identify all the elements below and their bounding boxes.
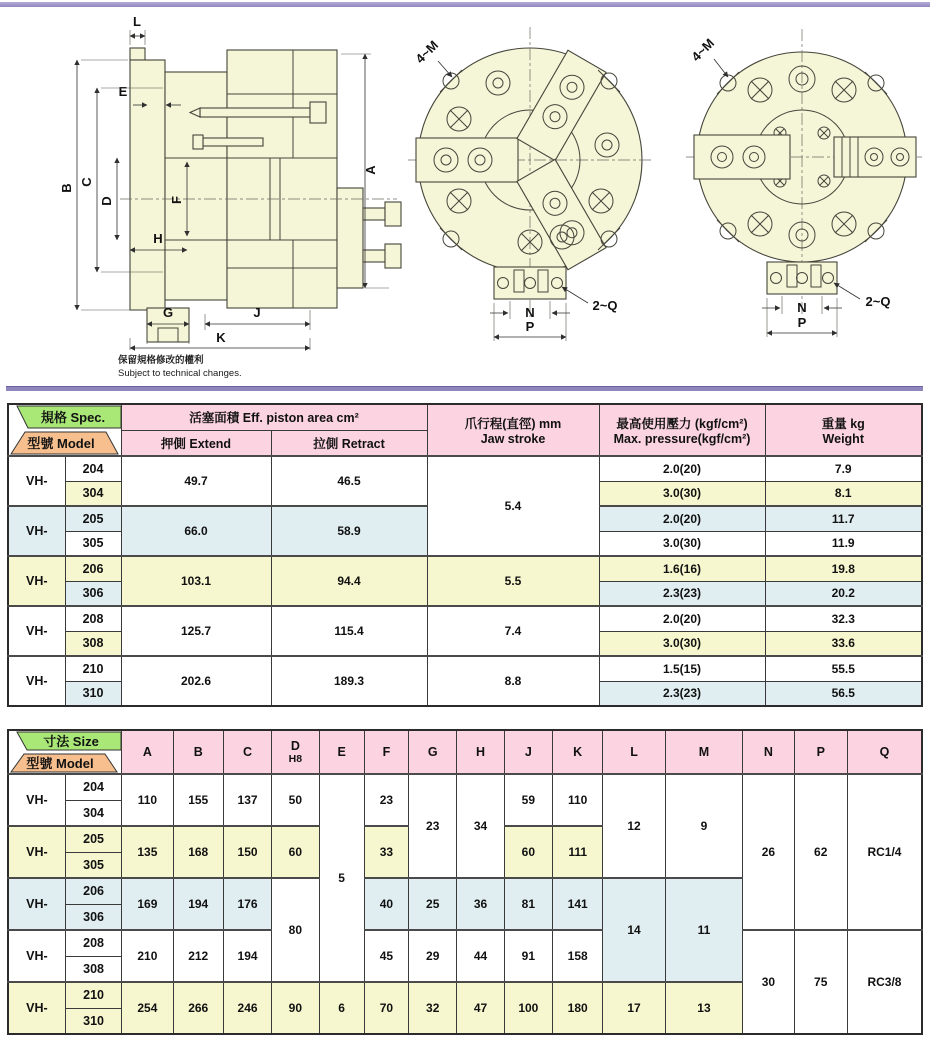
model-prefix: VH- bbox=[8, 556, 65, 606]
value-cell: 125.7 bbox=[121, 606, 271, 656]
value-cell: 33 bbox=[364, 826, 408, 878]
model-number: 305 bbox=[65, 531, 121, 556]
value-cell: 19.8 bbox=[765, 556, 922, 581]
value-cell: 17 bbox=[603, 982, 665, 1034]
value-cell: 8.1 bbox=[765, 481, 922, 506]
value-cell: 81 bbox=[504, 878, 552, 930]
value-cell: 32 bbox=[409, 982, 457, 1034]
col-J: J bbox=[504, 730, 552, 774]
front-view-2jaw-drawing bbox=[682, 15, 927, 345]
label-4M: 4~M bbox=[688, 35, 718, 65]
value-cell: 47 bbox=[457, 982, 504, 1034]
value-cell: 34 bbox=[457, 774, 504, 878]
value-cell: 91 bbox=[504, 930, 552, 982]
col-jaw-en: Jaw stroke bbox=[480, 432, 546, 446]
col-G: G bbox=[409, 730, 457, 774]
model-number: 304 bbox=[65, 481, 121, 506]
model-number: 205 bbox=[65, 506, 121, 531]
model-number: 205 bbox=[65, 826, 121, 852]
label-2Q: 2~Q bbox=[865, 294, 891, 309]
section-view-drawing bbox=[35, 10, 405, 355]
model-prefix: VH- bbox=[8, 456, 65, 506]
col-D-letter: D bbox=[290, 739, 300, 753]
col-K: K bbox=[553, 730, 603, 774]
value-cell: 135 bbox=[122, 826, 173, 878]
value-cell: 5.4 bbox=[427, 456, 599, 556]
col-E: E bbox=[319, 730, 364, 774]
value-cell: 11.7 bbox=[765, 506, 922, 531]
value-cell: 23 bbox=[409, 774, 457, 878]
model-number: 306 bbox=[65, 904, 121, 930]
value-cell: 150 bbox=[223, 826, 271, 878]
jaw-left bbox=[416, 138, 518, 182]
value-cell: 194 bbox=[223, 930, 271, 982]
value-cell: 1.6(16) bbox=[599, 556, 765, 581]
value-cell: 110 bbox=[553, 774, 603, 826]
value-cell: 2.3(23) bbox=[599, 681, 765, 706]
dim-label-D: D bbox=[99, 196, 114, 206]
col-retract: 拉側 Retract bbox=[271, 430, 427, 456]
model-prefix: VH- bbox=[8, 826, 65, 878]
flange-tab-shape bbox=[130, 48, 145, 60]
port-block bbox=[494, 267, 566, 299]
value-cell: 11.9 bbox=[765, 531, 922, 556]
col-A: A bbox=[122, 730, 173, 774]
value-cell: 8.8 bbox=[427, 656, 599, 706]
value-cell: 33.6 bbox=[765, 631, 922, 656]
value-cell: 56.5 bbox=[765, 681, 922, 706]
col-piston-area: 活塞面積 Eff. piston area cm² bbox=[121, 404, 427, 430]
col-weight bbox=[765, 404, 922, 456]
col-P: P bbox=[794, 730, 847, 774]
value-cell: 194 bbox=[173, 878, 223, 930]
label-N: N bbox=[797, 300, 807, 315]
value-cell: 9 bbox=[665, 774, 743, 878]
value-cell: 75 bbox=[794, 930, 847, 1034]
value-cell: 176 bbox=[223, 878, 271, 930]
value-cell: 137 bbox=[223, 774, 271, 826]
value-cell: 212 bbox=[173, 930, 223, 982]
spec-header-row bbox=[8, 404, 922, 430]
col-B: B bbox=[173, 730, 223, 774]
col-weight-zh: 重量 kg bbox=[821, 417, 865, 431]
value-cell: 36 bbox=[457, 878, 504, 930]
value-cell: 46.5 bbox=[271, 456, 427, 506]
footnote-en: Subject to technical changes. bbox=[118, 367, 242, 379]
label-N: N bbox=[525, 305, 535, 320]
jaw-right bbox=[834, 137, 916, 177]
size-label: 寸法 Size bbox=[43, 734, 99, 749]
value-cell: 55.5 bbox=[765, 656, 922, 681]
model-number: 206 bbox=[65, 878, 121, 904]
model-prefix: VH- bbox=[8, 982, 65, 1034]
value-cell: 103.1 bbox=[121, 556, 271, 606]
value-cell: 158 bbox=[553, 930, 603, 982]
value-cell: 3.0(30) bbox=[599, 481, 765, 506]
value-cell: 2.0(20) bbox=[599, 606, 765, 631]
value-cell: 2.3(23) bbox=[599, 581, 765, 606]
value-cell: 58.9 bbox=[271, 506, 427, 556]
value-cell: 168 bbox=[173, 826, 223, 878]
model-number: 204 bbox=[65, 456, 121, 481]
model-number: 310 bbox=[65, 681, 121, 706]
dim-label-A: A bbox=[363, 165, 378, 175]
value-cell: 12 bbox=[603, 774, 665, 878]
model-number: 308 bbox=[65, 956, 121, 982]
model-number: 210 bbox=[65, 982, 121, 1008]
model-number: 208 bbox=[65, 606, 121, 631]
dim-label-J: J bbox=[253, 305, 261, 320]
dim-label-G: G bbox=[162, 305, 174, 320]
value-cell: 13 bbox=[665, 982, 743, 1034]
value-cell: 266 bbox=[173, 982, 223, 1034]
model-label: 型號 Model bbox=[27, 436, 95, 451]
col-Q: Q bbox=[847, 730, 922, 774]
section-divider bbox=[6, 386, 923, 391]
value-cell: 155 bbox=[173, 774, 223, 826]
value-cell: 6 bbox=[319, 982, 364, 1034]
model-prefix: VH- bbox=[8, 878, 65, 930]
col-weight-en: Weight bbox=[822, 432, 864, 446]
top-accent-bar bbox=[0, 2, 930, 7]
col-pressure bbox=[599, 404, 765, 456]
footnote bbox=[118, 355, 242, 381]
value-cell: 62 bbox=[794, 774, 847, 930]
model-number: 310 bbox=[65, 1008, 121, 1034]
value-cell: 20.2 bbox=[765, 581, 922, 606]
col-C: C bbox=[223, 730, 271, 774]
dim-label-K: K bbox=[216, 330, 226, 345]
value-cell: 23 bbox=[364, 774, 408, 826]
spec-model-corner-cell bbox=[8, 404, 121, 456]
value-cell: 254 bbox=[122, 982, 173, 1034]
value-cell: 50 bbox=[272, 774, 319, 826]
col-D-tolerance: H8 bbox=[288, 753, 303, 765]
value-cell: 14 bbox=[603, 878, 665, 982]
size-table bbox=[7, 729, 923, 1035]
model-number: 208 bbox=[65, 930, 121, 956]
model-label: 型號 Model bbox=[26, 756, 94, 771]
model-prefix: VH- bbox=[8, 656, 65, 706]
port-block bbox=[767, 262, 837, 294]
value-cell: 5 bbox=[319, 774, 364, 982]
col-M: M bbox=[665, 730, 743, 774]
value-cell: 210 bbox=[122, 930, 173, 982]
value-cell: 80 bbox=[272, 878, 319, 982]
value-cell: 111 bbox=[553, 826, 603, 878]
value-cell: 60 bbox=[272, 826, 319, 878]
col-F: F bbox=[364, 730, 408, 774]
front-view-3jaw-drawing bbox=[402, 15, 667, 345]
jaw-left bbox=[694, 135, 790, 179]
col-jaw-stroke bbox=[427, 404, 599, 456]
dim-label-E: E bbox=[118, 84, 128, 99]
value-cell: 94.4 bbox=[271, 556, 427, 606]
model-number: 204 bbox=[65, 774, 121, 800]
col-H: H bbox=[457, 730, 504, 774]
value-cell: 246 bbox=[223, 982, 271, 1034]
value-cell: 45 bbox=[364, 930, 408, 982]
value-cell: 2.0(20) bbox=[599, 456, 765, 481]
value-cell: 7.4 bbox=[427, 606, 599, 656]
label-4M: 4~M bbox=[412, 37, 442, 67]
size-model-corner-cell bbox=[8, 730, 122, 774]
value-cell: 11 bbox=[665, 878, 743, 982]
value-cell: RC1/4 bbox=[847, 774, 922, 930]
footnote-zh: 保留規格修改的權利 bbox=[118, 355, 204, 366]
value-cell: 26 bbox=[743, 774, 794, 930]
dim-label-F: F bbox=[169, 196, 184, 204]
value-cell: 3.0(30) bbox=[599, 631, 765, 656]
value-cell: 49.7 bbox=[121, 456, 271, 506]
label-P: P bbox=[525, 319, 535, 334]
value-cell: 169 bbox=[122, 878, 173, 930]
label-2Q: 2~Q bbox=[592, 298, 618, 313]
col-pressure-zh: 最高使用壓力 (kgf/cm²) bbox=[616, 417, 748, 431]
value-cell: 115.4 bbox=[271, 606, 427, 656]
size-header-row bbox=[8, 730, 922, 774]
dim-label-L: L bbox=[133, 14, 141, 29]
value-cell: 30 bbox=[743, 930, 794, 1034]
spec-label: 規格 Spec. bbox=[40, 410, 106, 425]
value-cell: 141 bbox=[553, 878, 603, 930]
col-jaw-zh: 爪行程(直徑) mm bbox=[464, 417, 562, 431]
value-cell: 29 bbox=[409, 930, 457, 982]
value-cell: 110 bbox=[122, 774, 173, 826]
value-cell: 66.0 bbox=[121, 506, 271, 556]
model-number: 210 bbox=[65, 656, 121, 681]
value-cell: RC3/8 bbox=[847, 930, 922, 1034]
value-cell: 40 bbox=[364, 878, 408, 930]
dim-label-B: B bbox=[59, 183, 74, 193]
value-cell: 59 bbox=[504, 774, 552, 826]
table-row bbox=[8, 656, 922, 681]
value-cell: 5.5 bbox=[427, 556, 599, 606]
value-cell: 2.0(20) bbox=[599, 506, 765, 531]
value-cell: 70 bbox=[364, 982, 408, 1034]
col-D bbox=[272, 730, 319, 774]
table-row bbox=[8, 774, 922, 800]
model-prefix: VH- bbox=[8, 930, 65, 982]
value-cell: 60 bbox=[504, 826, 552, 878]
value-cell: 100 bbox=[504, 982, 552, 1034]
model-number: 305 bbox=[65, 852, 121, 878]
model-number: 304 bbox=[65, 800, 121, 826]
model-prefix: VH- bbox=[8, 506, 65, 556]
model-number: 206 bbox=[65, 556, 121, 581]
table-row bbox=[8, 556, 922, 581]
bolt-shape bbox=[200, 108, 310, 117]
dim-label-H: H bbox=[153, 231, 163, 246]
table-row bbox=[8, 930, 922, 956]
spec-table bbox=[7, 403, 923, 707]
model-number: 306 bbox=[65, 581, 121, 606]
value-cell: 90 bbox=[272, 982, 319, 1034]
value-cell: 3.0(30) bbox=[599, 531, 765, 556]
value-cell: 32.3 bbox=[765, 606, 922, 631]
col-extend: 押側 Extend bbox=[121, 430, 271, 456]
dim-label-C: C bbox=[79, 177, 94, 187]
col-pressure-en: Max. pressure(kgf/cm²) bbox=[613, 432, 751, 446]
value-cell: 44 bbox=[457, 930, 504, 982]
model-prefix: VH- bbox=[8, 606, 65, 656]
value-cell: 189.3 bbox=[271, 656, 427, 706]
value-cell: 202.6 bbox=[121, 656, 271, 706]
model-number: 308 bbox=[65, 631, 121, 656]
value-cell: 180 bbox=[553, 982, 603, 1034]
model-prefix: VH- bbox=[8, 774, 65, 826]
table-row bbox=[8, 606, 922, 631]
col-L: L bbox=[603, 730, 665, 774]
col-N: N bbox=[743, 730, 794, 774]
value-cell: 1.5(15) bbox=[599, 656, 765, 681]
label-P: P bbox=[797, 315, 807, 330]
table-row bbox=[8, 456, 922, 481]
value-cell: 7.9 bbox=[765, 456, 922, 481]
value-cell: 25 bbox=[409, 878, 457, 930]
